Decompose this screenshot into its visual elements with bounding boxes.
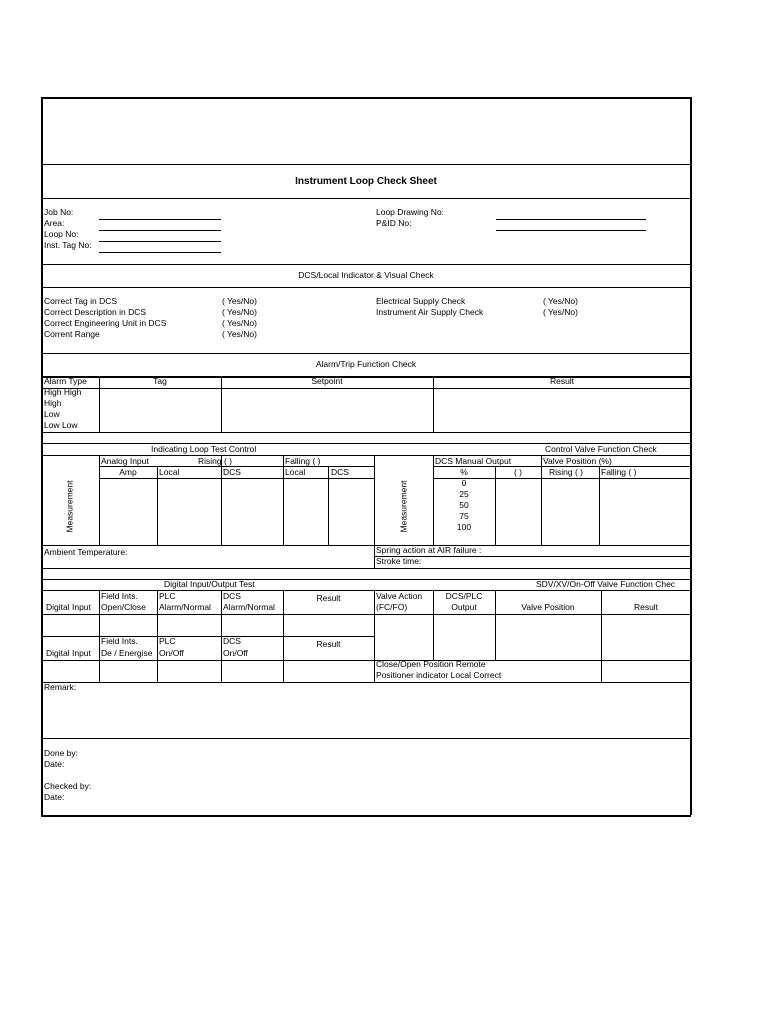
on-off-label: On/Off — [159, 648, 184, 658]
loop-no-label: Loop No: — [44, 229, 79, 239]
alarm-header-type: Alarm Type — [44, 376, 87, 386]
dcs-manual-output-label: DCS Manual Output — [435, 456, 512, 466]
grid-line-horizontal — [41, 636, 374, 637]
checked-by-label: Checked by: — [44, 781, 92, 791]
loop-no-field[interactable] — [99, 241, 221, 242]
field-ints-label: Field Ints. — [101, 636, 138, 646]
grid-line-vertical — [221, 590, 222, 682]
loop-drawing-no-field[interactable] — [496, 219, 646, 220]
area-label: Area: — [44, 218, 65, 228]
grid-line-horizontal — [41, 388, 691, 389]
alarm-type: High High — [44, 387, 82, 397]
percent-value: 100 — [456, 522, 472, 532]
check-value[interactable]: ( Yes/No) — [222, 296, 257, 306]
grid-line-vertical — [495, 590, 496, 660]
alarm-type: Low Low — [44, 420, 78, 430]
alarm-header-setpoint: Setpoint — [311, 376, 343, 386]
amp-label: Amp — [119, 467, 137, 477]
grid-line-vertical — [599, 466, 600, 545]
cv-rising-label: Rising ( ) — [549, 467, 584, 477]
percent-value: 75 — [459, 511, 469, 521]
cv-falling-label: Falling ( ) — [601, 467, 637, 477]
de-energise-label: De / Energise — [101, 648, 153, 658]
area-field[interactable] — [99, 230, 221, 231]
ambient-temperature-label: Ambient Temperature: — [44, 547, 128, 557]
grid-line-vertical — [541, 455, 542, 545]
grid-line-vertical — [374, 590, 375, 682]
date-label: Date: — [44, 792, 65, 802]
check-label: Correct Tag in DCS — [44, 296, 118, 306]
valve-position-label: Valve Position (%) — [543, 456, 612, 466]
falling-label: Falling ( ) — [285, 456, 321, 466]
grid-line-horizontal — [99, 478, 374, 479]
open-close-label: Open/Close — [101, 602, 146, 612]
local-label: Local — [159, 467, 180, 477]
grid-line-horizontal — [41, 815, 691, 817]
inst-tag-no-label: Inst. Tag No: — [44, 240, 92, 250]
on-off-label: On/Off — [223, 648, 248, 658]
fc-fo-label: (FC/FO) — [376, 602, 408, 612]
grid-line-vertical — [41, 97, 43, 815]
grid-line-horizontal — [41, 353, 691, 354]
check-label: Instrument Air Supply Check — [376, 307, 484, 317]
job-no-field[interactable] — [99, 219, 221, 220]
done-by-label: Done by: — [44, 748, 79, 758]
cv-measurement-label: Measurement — [398, 480, 409, 533]
dcs-label: DCS — [223, 636, 241, 646]
cv-title: Control Valve Function Check — [545, 444, 657, 454]
field-ints-label: Field Ints. — [101, 591, 138, 601]
valve-position-label: Valve Position — [521, 602, 575, 612]
loop-drawing-no-label: Loop Drawing No: — [376, 207, 445, 217]
grid-line-horizontal — [41, 164, 691, 165]
sdv-title: SDV/XV/On-Off Valve Function Chec — [536, 579, 676, 589]
close-open-label: Close/Open Position Remote — [376, 659, 486, 669]
plc-label: PLC — [159, 636, 176, 646]
alarm-normal-label: Alarm/Normal — [223, 602, 275, 612]
check-label: Electrical Supply Check — [376, 296, 466, 306]
pid-no-field[interactable] — [496, 230, 646, 231]
sheet-title: Instrument Loop Check Sheet — [295, 176, 437, 187]
local-label: Local — [285, 467, 306, 477]
grid-line-horizontal — [41, 614, 691, 615]
result-label: Result — [633, 602, 659, 612]
alarm-header-result: Result — [549, 376, 575, 386]
spring-action-label: Spring action at AIR failure : — [376, 545, 482, 555]
date-label: Date: — [44, 759, 65, 769]
pct-label: % — [460, 467, 468, 477]
check-value[interactable]: ( Yes/No) — [543, 307, 578, 317]
paren-label: ( ) — [513, 467, 523, 477]
grid-line-horizontal — [41, 198, 691, 199]
check-value[interactable]: ( Yes/No) — [222, 307, 257, 317]
measurement-label: Measurement — [64, 480, 75, 533]
check-value[interactable]: ( Yes/No) — [543, 296, 578, 306]
grid-line-vertical — [221, 455, 222, 545]
grid-line-vertical — [690, 97, 692, 815]
inst-tag-no-field[interactable] — [99, 252, 221, 253]
grid-line-horizontal — [41, 590, 691, 591]
grid-line-horizontal — [41, 682, 691, 683]
grid-line-vertical — [157, 466, 158, 545]
check-value[interactable]: ( Yes/No) — [222, 329, 257, 339]
check-value[interactable]: ( Yes/No) — [222, 318, 257, 328]
percent-value: 50 — [459, 500, 469, 510]
valve-action-label: Valve Action — [376, 591, 423, 601]
pid-no-label: P&ID No: — [376, 218, 412, 228]
dcs-plc-label: DCS/PLC — [445, 591, 483, 601]
dcs-label: DCS — [331, 467, 349, 477]
grid-line-vertical — [283, 455, 284, 545]
check-label: Correct Description in DCS — [44, 307, 147, 317]
output-label: Output — [451, 602, 477, 612]
grid-line-horizontal — [41, 287, 691, 288]
percent-value: 25 — [459, 489, 469, 499]
analog-input-label: Analog Input — [101, 456, 149, 466]
job-no-label: Job No: — [44, 207, 74, 217]
alarm-header-tag: Tag — [153, 376, 167, 386]
grid-line-horizontal — [41, 264, 691, 265]
check-label: Correct Engineering Unit in DCS — [44, 318, 167, 328]
rising-label: Rising ( ) — [198, 456, 233, 466]
alarm-normal-label: Alarm/Normal — [159, 602, 211, 612]
digital-input-label: Digital Input — [46, 602, 91, 612]
check-label: Corrent Range — [44, 329, 100, 339]
positioner-label: Positioner indicator Local Correct — [376, 670, 502, 680]
plc-label: PLC — [159, 591, 176, 601]
alarm-type: Low — [44, 409, 60, 419]
grid-line-horizontal — [41, 660, 691, 661]
result-label: Result — [316, 639, 341, 649]
remark-label: Remark: — [44, 682, 77, 692]
alarm-type: High — [44, 398, 62, 408]
alarm-title: Alarm/Trip Function Check — [315, 359, 417, 369]
grid-line-horizontal — [41, 568, 691, 569]
visual-check-title: DCS/Local Indicator & Visual Check — [298, 270, 434, 280]
dcs-label: DCS — [223, 467, 241, 477]
stroke-time-label: Stroke time: — [376, 556, 422, 566]
digital-title: Digital Input/Output Test — [164, 579, 255, 589]
grid-line-horizontal — [41, 738, 691, 739]
percent-value: 0 — [461, 478, 467, 488]
result-label: Result — [316, 593, 341, 603]
grid-line-horizontal — [41, 432, 691, 433]
loop-test-title: Indicating Loop Test Control — [151, 444, 257, 454]
dcs-label: DCS — [223, 591, 241, 601]
grid-line-vertical — [328, 466, 329, 545]
grid-line-horizontal — [41, 97, 691, 99]
grid-line-horizontal — [374, 556, 691, 557]
grid-line-vertical — [99, 590, 100, 682]
grid-line-vertical — [157, 590, 158, 682]
grid-line-vertical — [374, 455, 375, 568]
digital-input-label: Digital Input — [46, 648, 91, 658]
grid-line-horizontal — [41, 545, 691, 546]
